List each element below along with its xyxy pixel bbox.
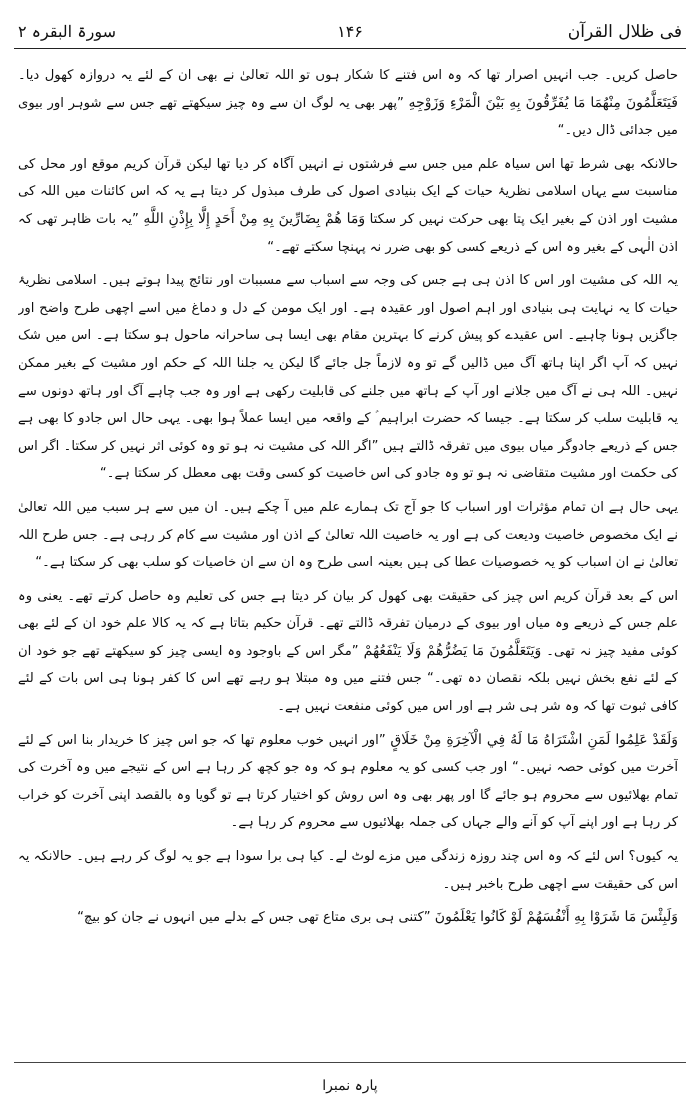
surah-name: سورۃ البقرہ ۲ — [18, 22, 116, 41]
quran-quote: وَمَا هُمْ بِضَارِّينَ بِهِ مِنْ أَحَدٍ إِلَّا بِإِذْنِ اللَّهِ — [143, 210, 366, 227]
urdu-text: حالانکہ بھی شرط تھا اس سیاہ علم میں جس سے فرشتوں نے انہیں آگاہ کر دیا تھا لیکن قرآن کریم موقع اور محل کی مناسبت سے یہاں اسلامی نظریۂ حیات کے ایک بنیادی اصول کی طرف مبذول کر دیتا ہے یہ کہ اس کائنات میں اللہ کی مشیت اور اذن کے بغیر ایک پتا بھی حرکت نہیں کر سکتا — [18, 156, 678, 227]
urdu-text: ”اور انہیں خوب معلوم تھا کہ جو اس چیز کا خریدار بنا اس کے لئے آخرت میں کوئی حصہ نہیں۔“ اور جب کسی کو یہ معلوم ہو کہ وہ جو کچھ کر رہا ہے اس کے نتیجے میں وہ آخرت کی تمام بھلائیوں سے محروم ہو جائے گا اور پھر بھی وہ اس روش کو اختیار کرتا ہے تو گویا وہ بالقصد اپنی آخرت کو خراب کر رہا ہے اور اپنے آپ کو آنے والے جہاں کی جملہ بھلائیوں سے محروم کر رہا ہے۔ — [18, 732, 678, 831]
paragraph — [18, 727, 678, 837]
paragraph — [18, 904, 678, 932]
page-header — [14, 22, 686, 44]
urdu-text: اس کے بعد قرآن کریم اس چیز کی حقیقت بھی کھول کر بیان کر دیتا ہے جس کی تعلیم وہ حاصل کرتے تھے۔ یعنی وہ علم جس کے ذریعے وہ میاں اور بیوی کے درمیان تفرقہ ڈالتے تھے۔ قرآن حکیم بتاتا ہے کہ یہ کالا علم خود ان کے لئے بھی کوئی مفید چیز نہ تھی۔ — [18, 588, 678, 659]
paragraph — [18, 583, 678, 721]
body-text — [18, 62, 678, 1052]
quran-quote: وَيَتَعَلَّمُونَ مَا يَضُرُّهُمْ وَلَا يَنْفَعُهُمْ — [363, 642, 542, 659]
urdu-text: ”مگر اس کے باوجود وہ ایسی چیز کو سیکھتے تھے جو خود ان کے لئے نفع بخش نہیں بلکہ نقصان دہ تھی۔“ جس فتنے میں وہ مبتلا ہو رہے تھے اس کا کفر ہونا ہی اس بات کے لئے کافی ثبوت تھا کہ وہ شر ہی شر ہے اور اس میں کوئی منفعت نہیں ہے۔ — [18, 643, 678, 715]
paragraph — [18, 267, 678, 488]
paragraph — [18, 494, 678, 577]
book-title: فی ظلال القرآن — [567, 22, 682, 42]
header-rule — [14, 48, 686, 49]
quran-quote: وَلَبِئْسَ مَا شَرَوْا بِهِ أَنْفُسَهُمْ لَوْ كَانُوا يَعْلَمُونَ — [434, 909, 678, 926]
footer-para: پارہ نمبرا — [322, 1078, 378, 1094]
paragraph — [18, 843, 678, 898]
paragraph — [18, 151, 678, 261]
footer-rule — [14, 1062, 686, 1063]
urdu-text: حاصل کریں۔ جب انہیں اصرار تھا کہ وہ اس فتنے کا شکار ہوں تو اللہ تعالیٰ نے بھی ان کے لئے یہ دروازہ کھول دیا۔ — [18, 68, 678, 83]
quran-quote: فَيَتَعَلَّمُونَ مِنْهُمَا مَا يُفَرِّقُونَ بِهِ بَيْنَ الْمَرْءِ وَزَوْجِهِ — [408, 94, 678, 111]
urdu-text: یہ کیوں؟ اس لئے کہ وہ اس چند روزہ زندگی میں مزے لوٹ لے۔ کیا ہی برا سودا ہے جو یہ لوگ کر رہے ہیں۔ حالانکہ یہ اس کی حقیقت سے اچھی طرح باخبر ہیں۔ — [18, 849, 678, 892]
page-number: ۱۴۶ — [337, 22, 363, 41]
urdu-text: ”پھر بھی یہ لوگ ان سے وہ چیز سیکھتے تھے جس سے شوہر اور بیوی میں جدائی ڈال دیں۔“ — [18, 95, 678, 139]
urdu-text: ”یہ بات ظاہر تھی کہ اذن الٰہی کے بغیر وہ اس کے ذریعے کسی کو بھی ضرر نہ پہنچا سکتے تھے۔“ — [18, 211, 678, 255]
urdu-text: یہ اللہ کی مشیت اور اس کا اذن ہی ہے جس کی وجہ سے اسباب سے مسببات اور نتائج پیدا ہوتے ہیں۔ اسلامی نظریۂ حیات کا یہ نہایت ہی بنیادی اور اہم اصول اور عقیدہ ہے۔ اور ایک مومن کے دل و دماغ میں اسے اچھی طرح واضح اور جاگزیں ہونا چاہیے۔ اس عقیدے کو پیش کرنے کا بہترین مقام بھی ایسا ہی ساحرانہ ماحول ہو سکتا ہے۔ اس میں شک نہیں کہ آپ اگر اپنا ہاتھ آگ میں ڈالیں گے تو وہ لازماً جل جائے گا لیکن یہ جلنا اللہ کے حکم اور مشیت کے بغیر ممکن نہیں۔ اللہ ہی نے آگ میں جلانے اور آپ کے ہاتھ میں جلنے کی قابلیت رکھی ہے اور وہ جب چاہے آگ اور ہاتھ دونوں سے یہ قابلیت سلب کر سکتا ہے۔ جیسا کہ حضرت ابراہیم ؑ کے واقعہ میں ایسا عملاً ہوا بھی۔ یہی حال اس جادو کا بھی ہے جس کے ذریعے جادوگر میاں بیوی میں تفرقہ ڈالتے ہیں ”اگر اللہ کی مشیت نہ ہو تو وہ کوئی اثر نہیں کر سکتا۔ اگر اس کی حکمت اور مشیت متقاضی نہ ہو تو وہ جادو کی اس خاصیت کو کسی وقت بھی معطل کر سکتا ہے۔“ — [18, 273, 678, 482]
quran-quote: وَلَقَدْ عَلِمُوا لَمَنِ اشْتَرَاهُ مَا لَهُ فِي الْآخِرَةِ مِنْ خَلَاقٍ — [390, 731, 678, 748]
urdu-text: ”کتنی ہی بری متاع تھی جس کے بدلے میں انہوں نے جان کو بیچ“ — [77, 910, 435, 926]
urdu-text: یہی حال ہے ان تمام مؤثرات اور اسباب کا جو آج تک ہمارے علم میں آ چکے ہیں۔ ان میں سے ہر سبب میں اللہ تعالیٰ نے ایک مخصوص خاصیت ودیعت کی ہے اور یہ خاصیت اللہ تعالیٰ کے اذن اور مشیت سے کام کر رہی ہے۔ جس طرح اللہ تعالیٰ نے ان اسباب کو یہ خصوصیات عطا کی ہیں بعینہ اسی طرح وہ ان سے ان خاصیات کو سلب بھی کر سکتا ہے۔“ — [18, 499, 678, 571]
paragraph — [18, 62, 678, 145]
